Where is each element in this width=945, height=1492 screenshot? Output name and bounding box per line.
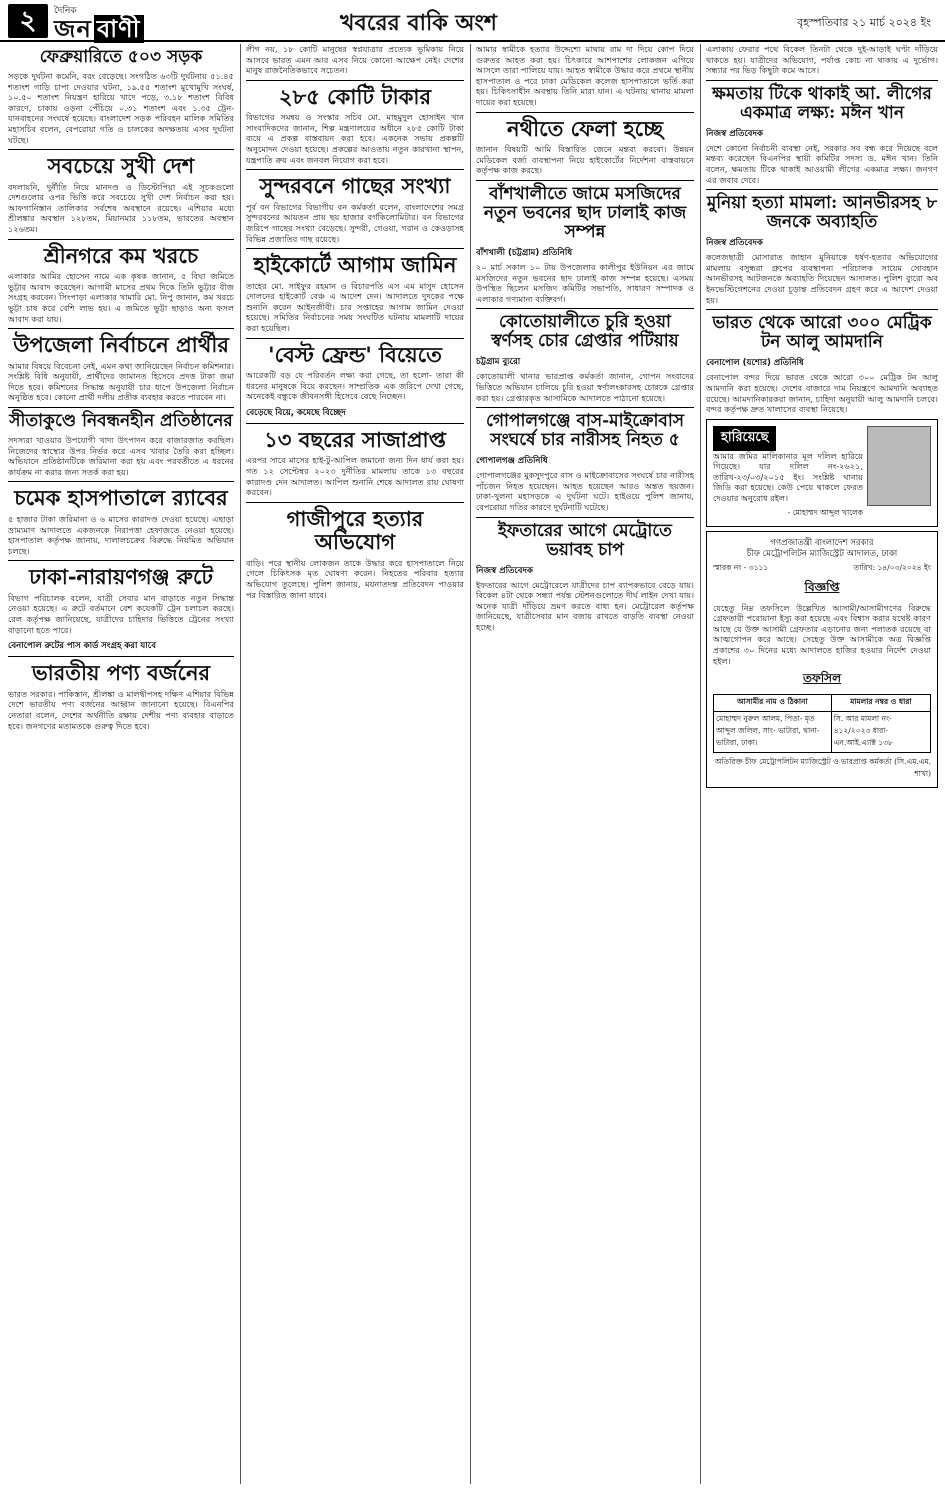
headline: সুন্দরবনে গাছের সংখ্যা — [259, 173, 451, 199]
column-rule — [240, 44, 241, 1484]
article-text: বিভাগ পরিচালক বলেন, যাত্রী সেবার মান বাড়াতে নতুন সিদ্ধান্ত নেওয়া হয়েছে। এ রুটে বর্তমানে বেশ কয়েকটি ট্রেন চলাচল করছে। রেল কর্তৃপক্ষ জানিয়েছে, যাত্রীদের চাহিদার ভিত্তিতে ট্রেনের সংখ্যা বাড়ানো হতে পারে। — [8, 592, 234, 635]
headline: ভারতীয় পণ্য বর্জনের — [31, 660, 211, 686]
headline: গাজীপুরে হত্যার অভিযোগ — [286, 505, 424, 555]
headline: ফেব্রুয়ারিতে ৫০৩ সড়ক — [39, 47, 203, 67]
headline: মুনিয়া হত্যা মামলা: আনভীরসহ ৮ জনকে অব্যাহতি — [706, 193, 938, 233]
article-text: জানান বিষয়টি আমি বিস্তারিত জেনে মন্তব্য করবো। উন্নয়ন মেডিকেল বর্জ্য ব্যবস্থাপনা নিয়ে হাইকোর্টের নির্দেশনা বাস্তবায়নে কর্তৃপক্ষ কাজ করছে। — [476, 144, 694, 176]
notice-signature: অতিরিক্ত চীফ মেট্রোপলিটন ম্যাজিস্ট্রেট ও ভারপ্রাপ্ত কর্মকর্তা (সি.এম.এম. শাখা) — [714, 757, 931, 779]
article-text: ইফতারের আগে মেট্রোরেলে যাত্রীদের চাপ ব্যাপকভাবে বেড়ে যায়। বিকেল ৪টা থেকে সন্ধ্যা পর্যন্ত স্টেশনগুলোতে দীর্ঘ লাইন দেখা যায়। অনেক যাত্রী দাঁড়িয়ে ভ্রমণ করতে বাধ্য হন। মেট্রোরেল কর্তৃপক্ষ জানিয়েছে, যাত্রীসেবার মান বজায় রাখতে বাড়তি ব্যবস্থা নেওয়া হচ্ছে। — [476, 579, 694, 633]
byline: নিজস্ব প্রতিবেদক — [706, 238, 763, 249]
article-text: ভারত সরকার। পাকিস্তান, শ্রীলঙ্কা ও মালদ্বীপসহ দক্ষিণ এশিয়ার বিভিন্ন দেশে ভারতীয় পণ্য বর্জনের আহ্বান জানানো হয়েছে। বিএনপির নেতারা বলেন, দেশের অর্থনীতি রক্ষায় দেশীয় পণ্য ব্যবহার বাড়াতে হবে। জনগণের মতামতকে গুরুত্ব দিতে হবে। — [8, 688, 234, 731]
byline: নিজস্ব প্রতিবেদক — [706, 128, 763, 139]
headline: সীতাকুণ্ডে নিবন্ধনহীন প্রতিষ্ঠানের — [9, 411, 233, 432]
date-line: বৃহস্পতিবার ২১ মার্চ ২০২৪ ইং — [797, 16, 931, 29]
notice-ref: স্মারক নং - ৩১১১ — [713, 562, 769, 572]
headline: উপজেলা নির্বাচনে প্রার্থীর — [13, 332, 229, 358]
lost-label: হারিয়েছে — [713, 426, 776, 451]
article-text: এরপর সাবে মাসের হাই-টু-আপিল জমানো জন্য দিন ধার্য করা হয়। গত ১২ সেপ্টেম্বর ২০২৩ দুর্নীতির মামলায় তাকে ১৩ বছরের কারাদণ্ড দেন আদালত। আপিল শুনানি শেষে আদালত রায় ঘোষণা করবেন। — [246, 455, 464, 498]
article-text: বেনাপোল বন্দর দিয়ে ভারত থেকে আরো ৩০০ মেট্রিক টন আলু আমদানি করা হয়েছে। দেশের বাজারে দাম নিয়ন্ত্রণে আমদানি অব্যাহত রয়েছে। আমদানিকারকরা জানান, চাহিদা অনুযায়ী আলু আমদানি চলবে। বন্দর কর্তৃপক্ষ দ্রুত খালাসের ব্যবস্থা নিয়েছে। — [706, 372, 938, 415]
column-rule — [700, 44, 701, 1484]
page-number: ২ — [8, 4, 48, 38]
column-1 — [8, 44, 234, 1484]
lost-notice — [706, 419, 938, 527]
subheading: বেড়েছে বিয়ে, কমেছে বিচ্ছেদ — [246, 407, 346, 418]
article-text: আমার বিষয়ে বিবেচনা নেই, এমন কথা জানিয়েছেন নির্বাচন কমিশনার। সংশ্লিষ্ট বিধি অনুযায়ী, প্রার্থীদের জামানত হিসেবে প্রদত্ত টাকা জমা দিতে হবে। কমিশনের সিদ্ধান্ত অনুযায়ী চার ধাপে উপজেলা নির্বাচন অনুষ্ঠিত হবে। কোনো প্রার্থী দলীয় প্রতীক ব্যবহার করতে পারবেন না। — [8, 360, 234, 403]
article-text: সড়কে দুর্ঘটনা কমেনি, বরং বেড়েছে। সংগঠিত ৬৩টি দুর্ঘটনায় ৫১.৪৫ শতাংশ গাড়ি চাপা দেওয়ার ঘটনা, ১৯.৫৫ শতাংশ মুখোমুখি সংঘর্ষ, ১০.৫০ শতাংশ নিয়ন্ত্রণ হারিয়ে খাদে পড়ে, ৩.১৮ শতাংশ বিবিধ কারণে, চাকায় ওড়না পেঁচিয়ে ০.৩১ শতাংশ এবং ১.৩৫ ট্রেন-যানবাহনের সংঘর্ষে হয়েছে। বাংলাদেশ সড়ক পরিবহন মালিক সমিতির মহাসচিব বলেন, বেপরোয়া গতি ও চালকের অদক্ষতায় এসব দুর্ঘটনা ঘটছে। — [8, 71, 234, 145]
person-photo — [867, 426, 931, 506]
article-text: আরেকটি বড় যে পরিবর্তন লক্ষ্য করা গেছে, তা হলো- তারা কী ধরনের মানুষকে বিয়ে করছেন। সাম্প্রতিক এক জরিপে দেখা গেছে, অনেকেই বন্ধুকে জীবনসঙ্গী হিসেবে বেছে নিচ্ছেন। — [246, 370, 464, 402]
article-text: বিভাগের সমন্বয় ও সংস্কার সচিব মো. মাহমুদুল হোসাইন খান সাংবাদিকদের জানান, শিল্প মন্ত্রণালয়ের অধীনে ২৮৫ কোটি টাকা ব্যয়ে এ প্রকল্প বাস্তবায়ন করা হবে। একনেক সভায় প্রকল্পটি অনুমোদন দেওয়া হয়েছে। প্রকল্পের আওতায় নতুন কারখানা স্থাপন, যন্ত্রপাতি ক্রয় এবং জনবল নিয়োগ করা হবে। — [246, 112, 464, 165]
headline: 'বেস্ট ফ্রেন্ড' বিয়েতে — [268, 341, 442, 367]
byline: বাঁশখালী (চট্টগ্রাম) প্রতিনিধি — [476, 247, 573, 258]
article-text: তাহের মো. সাইফুর রহমান ও বিচারপতি এস এম মাসুদ হোসেন দোলনের হাইকোর্ট বেঞ্চ এ আদেশ দেন। আদালতে দুদকের পক্ষে শুনানি করেন আইনজীবী। চার সপ্তাহের আগাম জামিন দেওয়া হয়েছে। সমিতির নির্বাচনের সময় সংঘটিত ঘটনায় মামলাটি দায়ের করা হয়েছিল। — [246, 280, 464, 334]
table-cell: মোহাম্মদ নুরুল আলম, পিতা- মৃত আব্দুল জলিল, সাং- ভাটারা, থানা- ভাটারা, ঢাকা। — [714, 712, 832, 753]
table-cell: সি. আর মামলা নং- ৪১২/২০২৩ ধারা- এন.আই.এ্যাক্ট ১৩৮ — [831, 712, 930, 753]
article-text: ২০ মার্চ সকাল ১০ টায় উপজেলার কালীপুর ইউনিয়ন এর জামে মসজিদের নতুন ভবনের ছাদ ঢালাই কাজ সম্পন্ন হয়েছে। এসময় উপস্থিত ছিলেন মসজিদ কমিটির সভাপতি, সাধারণ সম্পাদক ও এলাকার গণ্যমান্য ব্যক্তিবর্গ। — [476, 261, 694, 304]
headline: ঢাকা-নারায়ণগঞ্জ রুটে — [29, 564, 213, 590]
logo-daily-label: দৈনিক — [54, 6, 77, 16]
table-header: আসামীর নাম ও ঠিকানা — [714, 695, 832, 712]
column-4 — [706, 44, 938, 1484]
section-title: খবরের বাকি অংশ — [340, 10, 497, 36]
byline: নিজস্ব প্রতিবেদক — [476, 565, 533, 576]
article-text: কোতোয়ালী থানার ভারপ্রাপ্ত কর্মকর্তা জানান, গোপন সংবাদের ভিত্তিতে অভিযান চালিয়ে চুরি হওয়া স্বর্ণালংকারসহ চোরকে গ্রেপ্তার করা হয়। গ্রেপ্তারকৃত আসামিকে আদালতে পাঠানো হয়েছে। — [476, 371, 694, 403]
notice-government: গণপ্রজাতন্ত্রী বাংলাদেশ সরকার — [770, 537, 874, 548]
notice-ref-row — [713, 563, 931, 575]
lost-text: আমার জমির মালিকানার মূল দলিল হারিয়ে গিয়েছে। যার দলিল নং-২৬২১, তারিখ-২৩/০৩/২০১৫ ইং। সংশ্লিষ্ট থানায় জিডি করা হয়েছে। কেউ পেয়ে থাকলে ফেরত দেওয়ার অনুরোধ রইল। — [713, 450, 863, 504]
notice-date: তারিখ: ১৪/০৩/২০২৪ ইং — [853, 562, 931, 572]
article-text: কলেজছাত্রী মোসারাত জাহান মুনিয়াকে ধর্ষণ-হত্যার অভিযোগের মামলায় বসুন্ধরা গ্রুপের ব্যবস্থাপনা পরিচালক সায়েম সোবহান আনভীরসহ আটজনকে অব্যাহতি দিয়েছেন আদালত। পুলিশ ব্যুরো অব ইনভেস্টিগেশনের দেওয়া চূড়ান্ত প্রতিবেদন গ্রহণ করে এ আদেশ দেওয়া হয়। — [706, 252, 938, 305]
headline: চমেক হাসপাতালে র‍্যাবের — [14, 485, 228, 511]
headline: নথীতে ফেলা হচ্ছে — [507, 115, 663, 141]
headline: ইফতারের আগে মেট্রোতে ভয়াবহ চাপ — [498, 520, 672, 560]
logo-part-1: জন — [54, 15, 92, 43]
headline: ক্ষমতায় টিকে থাকাই আ. লীগের একমাত্র লক্ষ্য: মঈন খান — [712, 83, 932, 123]
article-text: এলাকায় ফেরার পথে বিকেল তিনটা থেকে দুই-আড়াই ঘণ্টা দাঁড়িয়ে থাকতে হয়। যাত্রীদের অভিযোগ, পর্যাপ্ত কোচ না থাকায় এ দুর্ভোগ। সন্ধ্যার পর ভিড় কিছুটা কমে আসে। — [706, 44, 938, 76]
headline: গোপালগঞ্জে বাস-মাইক্রোবাস সংঘর্ষে চার নারীসহ নিহত ৫ — [485, 411, 684, 451]
notice-body: যেহেতু নিম্ন তফসিলে উল্লেখিত আসামী/আসামীগণের বিরুদ্ধে গ্রেফতারী পরোয়ানা ইস্যু করা হয়েছে এবং বিশ্বাস করার যথেষ্ট কারণ আছে যে উক্ত আসামী গ্রেফতার এড়ানোর জন্য পলাতক রয়েছে বা আত্মগোপন করে আছে। সেহেতু উক্ত আসামীকে অত্র বিজ্ঞপ্তি প্রকাশের ৩০ দিনের মধ্যে আদালতে হাজির হওয়ার নির্দেশ দেওয়া হইল। — [713, 602, 931, 666]
article-text: সদস্যরা খাওয়ার উপযোগী খাদ্য উৎপাদন করে বাজারজাত করছিল। নিজেদের স্বাস্থ্যের উপর নির্ভর করে এসব খাবার তৈরি করা হচ্ছিল। অভিযানে প্রতিষ্ঠানটিকে জরিমানা করা হয় এবং পরবর্তীতে এ ধরনের কার্যক্রম না করার জন্য সতর্ক করা হয়। — [8, 435, 234, 477]
article-text: দেশে কোনো নির্বাচনী ব্যবস্থা নেই, সরকার সব বন্ধ করে দিয়েছে বলে মন্তব্য করেছেন বিএনপির স্থায়ী কমিটির সদস্য ড. মঈন খান। তিনি বলেন, ক্ষমতায় টিকে থাকাই আওয়ামী লীগের একমাত্র লক্ষ্য। জনগণ এর জবাব দেবে। — [706, 142, 938, 185]
headline: হাইকোর্টে আগাম জামিন — [253, 252, 457, 278]
article-text: ৫ হাজার টাকা জরিমানা ও ৬ মাসের কারাদণ্ড দেওয়া হয়েছে। এছাড়া ভ্রাম্যমাণ আদালতে একজনকে নিরাপত্তা হেফাজতে নেওয়া হয়েছে। হাসপাতাল কর্তৃপক্ষ জানায়, দালালচক্রের বিরুদ্ধে নিয়মিত অভিযান চলছে। — [8, 513, 234, 556]
notice-table — [713, 694, 931, 753]
table-header: মামলার নম্বর ও ধারা — [831, 695, 930, 712]
headline: বাঁশখালীতে জামে মসজিদের নতুন ভবনের ছাদ ঢালাই কাজ সম্পন্ন — [483, 183, 687, 242]
article-text: আমার স্বামীকে হত্যার উদ্দেশ্যে মাথায় রাম দা দিয়ে কোপ দিয়ে গুরুতর আহত করা হয়। চিৎকারে আশপাশের লোকজন এগিয়ে আসলে তারা পালিয়ে যায়। আহত স্বামীকে উদ্ধার করে প্রথমে স্থানীয় হাসপাতাল ও পরে ঢাকা মেডিকেল কলেজ হাসপাতালে ভর্তি করা হয়। চিকিৎসাধীন অবস্থায় তিনি মারা যান। এ ঘটনায় থানায় মামলা দায়ের করা হয়েছে। — [476, 44, 694, 107]
column-3 — [476, 44, 694, 1484]
article-text: লীগ নয়, ১৮ কোটি মানুষের স্বপ্নযাত্রার প্রত্যেক ভূমিকায় নিয়ে আসবে ভারত এমন আর এসব নিয়ে কোনো আক্ষেপ নেই। দেশের মানুষ রাজনৈতিকভাবে সচেতন। — [246, 44, 464, 76]
article-text: বদলায়নি, দুর্নীতি নিয়ে মানদণ্ড ও ডিস্টোপিয়া এই সূচকগুলো দেশগুলোর ওপর ভিত্তি করে সবচেয়ে সুখী দেশ নির্বাচন করা হয়। আফগানিস্তান তালিকার সর্বশেষ অবস্থানে রয়েছে। এশিয়ার মধ্যে শ্রীলঙ্কার অবস্থান ১২৮তম, মিয়ানমার ১১৮তম, ভারতের অবস্থান ১২৬তম। — [8, 181, 234, 235]
article-text: পূর্ব বন বিভাগের বিভাগীয় বন কর্মকর্তা বলেন, বাংলাদেশের সমগ্র সুন্দরবনের আয়তন প্রায় ছয় হাজার বর্গকিলোমিটার। বন বিভাগের জরিপে গাছের সংখ্যা বেড়েছে। সুন্দরী, গেওয়া, গরান ও কেওড়াসহ বিভিন্ন প্রজাতির গাছ রয়েছে। — [246, 201, 464, 244]
headline: সবচেয়ে সুখী দেশ — [47, 153, 195, 179]
column-2 — [246, 44, 464, 1484]
masthead — [0, 0, 945, 42]
headline: ১৩ বছরের সাজাপ্রাপ্ত — [264, 426, 446, 452]
logo-part-2: বাণী — [94, 15, 144, 43]
byline: গোপালগঞ্জ প্রতিনিধি — [476, 456, 548, 467]
byline: বেনাপোল (যশোর) প্রতিনিধি — [706, 358, 804, 369]
court-notice — [706, 531, 938, 789]
article-text: গোপালগঞ্জের মুকসুদপুরে বাস ও মাইক্রোবাসের সংঘর্ষে চার নারীসহ পাঁচজন নিহত হয়েছেন। আহত হয়েছেন আরও অন্তত ছয়জন। ঢাকা-খুলনা মহাসড়কে এ দুর্ঘটনা ঘটে। হাইওয়ে পুলিশ জানায়, বেপরোয়া গতির কারণে দুর্ঘটনাটি ঘটেছে। — [476, 470, 694, 513]
notice-title: বিজ্ঞপ্তি — [804, 579, 840, 594]
byline: চট্টগ্রাম ব্যুরো — [476, 357, 521, 368]
article-text: বাড়ি। পরে স্থানীয় লোকজন তাকে উদ্ধার করে হাসপাতালে নিয়ে গেলে চিকিৎসক মৃত ঘোষণা করেন। নিহতের পরিবার হত্যার অভিযোগ তুলেছে। পুলিশ জানায়, ময়নাতদন্ত প্রতিবেদন পাওয়ার পর বিস্তারিত জানা যাবে। — [246, 557, 464, 600]
notice-office: চীফ মেট্রোপলিটন ম্যাজিস্ট্রেট আদালত, ঢাকা — [746, 548, 898, 559]
headline: ভারত থেকে আরো ৩০০ মেট্রিক টন আলু আমদানি — [712, 313, 932, 353]
headline: শ্রীনগরে কম খরচে — [43, 242, 199, 268]
headline: ২৮৫ কোটি টাকার — [278, 83, 432, 109]
notice-schedule-title: তফসিল — [802, 671, 842, 686]
article-text: এলাকার আমির হোসেন নামে এক কৃষক জানান, ৫ বিঘা জমিতে ভুট্টার আবাদ করেছেন। আগামী মাসের প্রথম দিকে তিনি ভুট্টার বীজ সংগ্রহ করবেন। সিংপাড়া এলাকার খামারি মো. নিপু জানান, কম খরচে ভুট্টা চাষ করে বেশি লাভ হয়। এ জমিতে ভুট্টা ছাড়াও অন্য ফসল আবাদ করা যায়। — [8, 271, 234, 324]
subheading: বেনাপোল রুটের পাস কার্ড সংগ্রহ করা যাবে — [8, 641, 156, 652]
column-rule — [470, 44, 471, 1484]
lost-signature: - মোহাম্মদ আব্দুল খালেক — [787, 507, 863, 517]
headline: কোতোয়ালীতে চুরি হওয়া স্বর্ণসহ চোর গ্রেপ্তার পটিয়ায় — [491, 312, 679, 352]
